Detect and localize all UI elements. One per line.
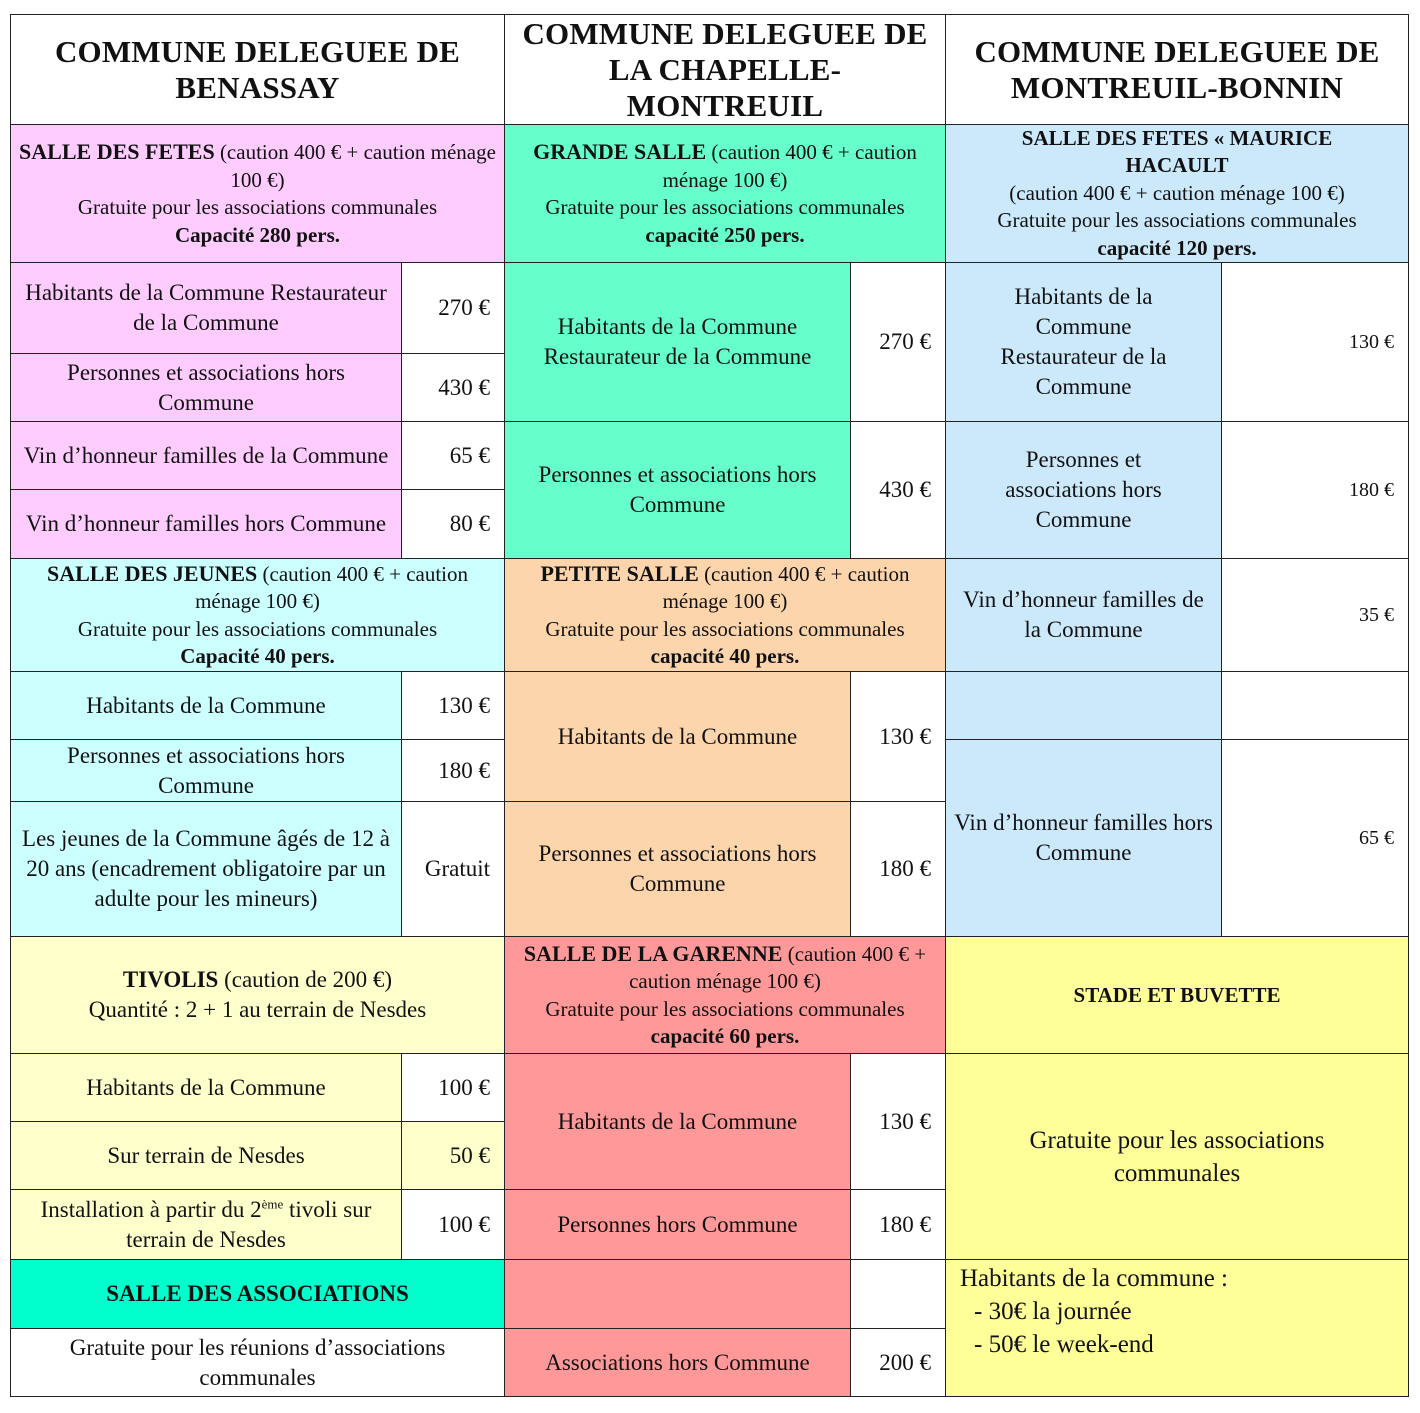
section-salle-jeunes [10,558,505,672]
section-gratuite: Gratuite pour les associations communales [545,996,905,1021]
section-caution: (caution 400 € + caution ménage 100 €) [1009,180,1345,205]
section-capacite: Capacité 280 pers. [174,222,341,247]
row-label [10,489,402,559]
stade-habitants-item: - 30€ la journée [974,1298,1132,1325]
section-gratuite: Gratuite pour les associations communales [997,208,1357,233]
row-price [1221,262,1409,422]
row-label [10,801,402,937]
price-text: 130 € [879,1108,931,1134]
price-text: 180 € [438,757,490,783]
row-price [401,262,505,354]
row-label-text: Personnes et associations hors Commune [538,462,817,517]
stade-gratuite-text: Gratuite pour les associations communales [1029,1126,1325,1187]
section-caution: (caution 400 € + caution ménage 100 €) [662,561,910,613]
section-capacite: capacité 60 pers. [650,1024,800,1048]
section-capacite: capacité 40 pers. [650,644,800,668]
row-price [401,1189,505,1260]
section-caution: (caution 400 € + caution ménage 100 €) [662,140,917,192]
price-text: 130 € [1349,330,1394,353]
price-text: 50 € [449,1142,490,1168]
row-label [10,739,402,802]
header-montreuil [945,14,1409,125]
header-chapelle [504,14,946,125]
row-label-text: Sur terrain de Nesdes [107,1142,305,1168]
row-price [850,671,946,802]
row-label [945,739,1222,937]
price-text: 65 € [1359,826,1394,849]
section-gratuite: Gratuite pour les associations communales [545,195,905,219]
section-salle-garenne [504,936,946,1054]
section-gratuite: Gratuite pour les associations communales [545,616,905,641]
section-title: SALLE DES FETES [19,139,215,164]
row-label [504,1328,851,1397]
row-price [850,421,946,559]
row-price [850,262,946,422]
row-label-text: Habitants de la Commune Restaurateur de la Commune [543,314,812,369]
blank-cell [504,1259,851,1329]
row-label-text: Personnes et associations hors Commune [67,359,345,415]
blank-cell [850,1259,946,1329]
row-label-text: Habitants de la Commune [86,1074,326,1100]
section-title: SALLE DES JEUNES [46,560,258,586]
price-text: 270 € [438,295,490,320]
section-grande-salle [504,124,946,263]
row-label [945,262,1222,422]
row-price [401,739,505,802]
row-price [850,1189,946,1260]
row-label [10,671,402,740]
row-price [401,489,505,559]
row-label-text: Habitants de la Commune Restaurateur de la Commune [1000,284,1167,399]
section-gratuite: Gratuite pour les associations communales [77,195,438,219]
price-text: 270 € [879,329,931,354]
stade-gratuite [945,1053,1409,1260]
row-price [401,353,505,422]
row-label-sup: ème [261,1195,284,1211]
stade-habitants-item: - 50€ le week-end [974,1331,1154,1358]
price-text: 130 € [879,723,931,749]
row-label [504,262,851,422]
section-petite-salle [504,558,946,672]
row-label [945,558,1222,672]
row-label-text: Associations hors Commune [545,1349,810,1375]
row-label-text: Gratuite pour les réunions d’associations communales [69,1334,446,1390]
row-label [10,1328,505,1397]
section-capacite: Capacité 40 pers. [180,644,335,668]
row-label [504,421,851,559]
section-tivolis [10,936,505,1054]
row-label-text: Habitants de la Commune [557,723,798,749]
row-label-text: Personnes et associations hors Commune [1005,447,1162,532]
price-text: 180 € [879,1211,931,1237]
row-label [504,1053,851,1190]
price-text: 100 € [438,1074,490,1100]
section-caution: (caution 400 € + caution ménage 100 €) [195,561,469,613]
row-label [10,1053,402,1122]
section-title: PETITE SALLE [540,560,699,586]
price-text: Gratuit [424,856,490,881]
header-benassay-text: COMMUNE DELEGUEE DE BENASSAY [54,33,461,105]
row-label-text: Habitants de la Commune [557,1108,798,1134]
stade-habitants-title: Habitants de la commune : [960,1265,1228,1292]
section-stade-buvette [945,936,1409,1054]
row-price [850,1053,946,1190]
section-caution: (caution 400 € + caution ménage 100 €) [214,140,496,192]
row-price [850,801,946,937]
row-label [10,421,402,490]
row-price [401,421,505,490]
row-label-text: Installation à partir du 2 [40,1196,262,1222]
row-label-text: Personnes hors Commune [557,1211,798,1237]
row-price [1221,558,1409,672]
section-capacite: capacité 250 pers. [645,222,805,247]
header-chapelle-text: COMMUNE DELEGUEE DE LA CHAPELLE-MONTREUIL [522,15,928,123]
price-text: 35 € [1359,603,1394,626]
price-text: 430 € [438,374,490,400]
row-label-text: Vin d’honneur familles de la Commune [963,587,1204,642]
price-text: 80 € [449,511,490,536]
stade-habitants [945,1259,1409,1397]
row-price [850,1328,946,1397]
section-gratuite: Gratuite pour les associations communales [77,616,438,641]
header-benassay [10,14,505,125]
section-salle-fetes-benassay [10,124,505,263]
row-price [1221,421,1409,559]
price-text: 130 € [438,692,490,718]
row-label-text: Vin d’honneur familles de la Commune [23,442,389,468]
price-text: 200 € [879,1349,931,1375]
row-label-text: Personnes et associations hors Commune [538,841,817,896]
section-title: SALLE DE LA GARENNE [523,940,783,966]
row-label [10,353,402,422]
row-label-text: Habitants de la Commune Restaurateur de la Commune [25,280,387,335]
row-label [504,671,851,802]
row-label-text: Vin d’honneur familles hors Commune [25,511,387,536]
row-label-text: Personnes et associations hors Commune [67,742,345,798]
row-label-text-b: tivoli sur terrain de Nesdes [126,1196,372,1252]
price-text: 430 € [879,477,931,502]
row-label [504,1189,851,1260]
price-text: 65 € [449,442,490,468]
row-label [945,421,1222,559]
row-price [401,801,505,937]
blank-cell [1221,671,1409,740]
header-montreuil-text: COMMUNE DELEGUEE DE MONTREUIL-BONNIN [974,33,1380,105]
row-label-text: Habitants de la Commune [86,692,326,718]
section-caution: (caution de 200 €) [218,967,393,992]
section-capacite: capacité 120 pers. [1097,235,1257,260]
section-title: STADE ET BUVETTE [1073,982,1281,1007]
price-text: 100 € [438,1211,490,1237]
section-title: SALLE DES FETES « MAURICE HACAULT [1021,125,1333,178]
row-price [401,1121,505,1190]
row-price [1221,739,1409,937]
section-title: TIVOLIS [122,967,219,992]
blank-cell [945,671,1222,740]
row-label [10,262,402,354]
row-label [10,1121,402,1190]
row-label-text: Les jeunes de la Commune âgés de 12 à 20 ans (encadrement obligatoire par un adulte pour les mineurs) [22,826,390,911]
section-quantite: Quantité : 2 + 1 au terrain de Nesdes [88,997,427,1022]
row-label [10,1189,402,1260]
section-salle-fetes-montreuil [945,124,1409,263]
row-label [504,801,851,937]
section-caution: (caution 400 € + caution ménage 100 €) [629,941,927,993]
row-price [401,1053,505,1122]
price-text: 180 € [1349,478,1394,501]
section-title: GRANDE SALLE [533,139,707,164]
row-label-text: Vin d’honneur familles hors Commune [954,810,1213,865]
price-text: 180 € [879,856,931,881]
row-price [401,671,505,740]
section-salle-associations [10,1259,505,1329]
section-title: SALLE DES ASSOCIATIONS [106,1281,409,1306]
